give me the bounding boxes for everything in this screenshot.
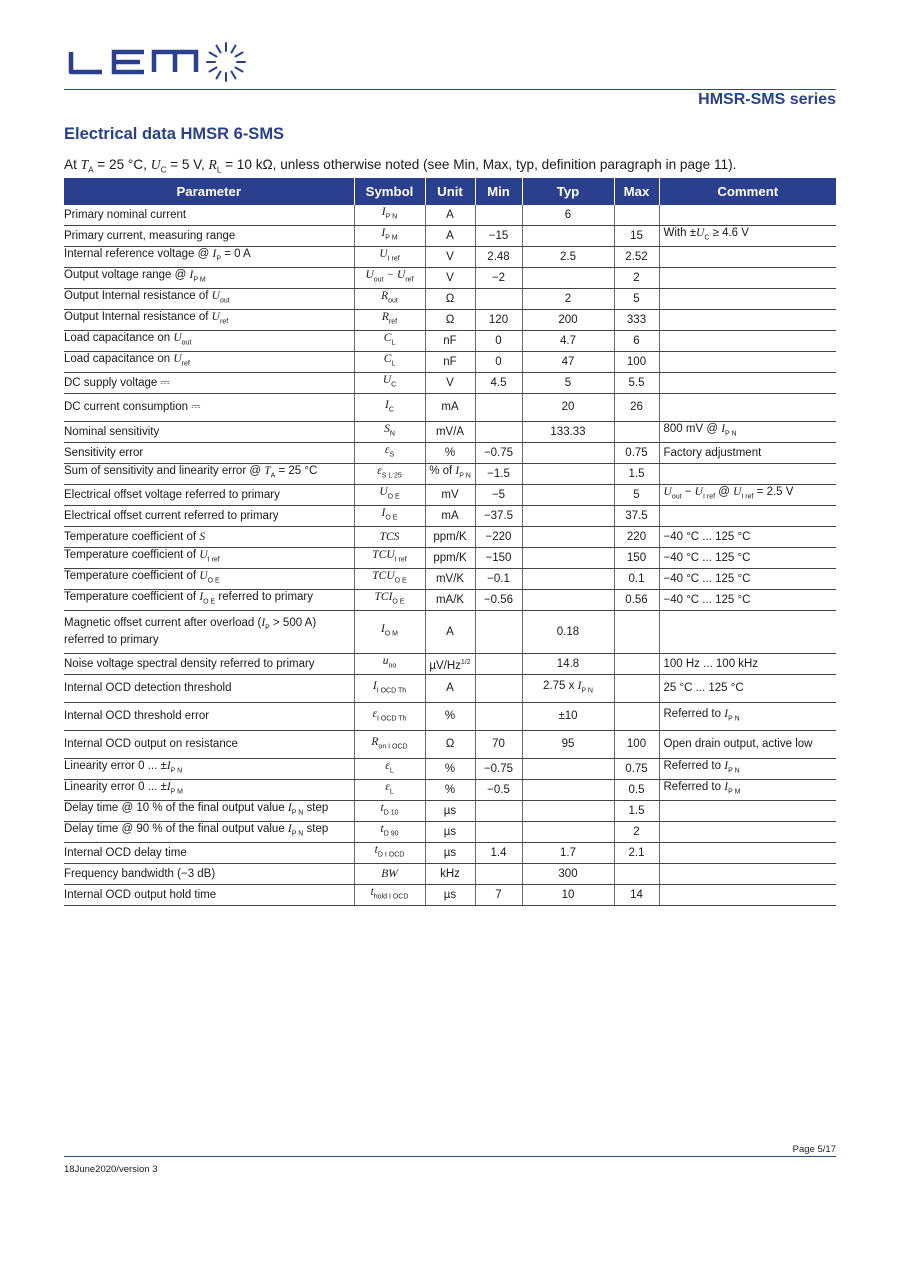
cell-typ xyxy=(522,548,614,569)
cell-min: 0 xyxy=(475,331,522,352)
cell-typ xyxy=(522,822,614,843)
cell-parameter: Temperature coefficient of $U_{I ref}$ xyxy=(64,548,354,569)
cell-parameter: Temperature coefficient of $I_{O E}$ referred to primary xyxy=(64,590,354,611)
cell-typ: 200 xyxy=(522,310,614,331)
lem-logo xyxy=(68,40,248,86)
cell-min: −2 xyxy=(475,268,522,289)
cell-symbol: $R_{on I OCD}$ xyxy=(354,731,425,759)
cell-min: 7 xyxy=(475,885,522,906)
cell-unit: A xyxy=(425,611,475,654)
cell-symbol: $C_L$ xyxy=(354,331,425,352)
cell-typ: 2 xyxy=(522,289,614,310)
cell-max xyxy=(614,654,659,675)
cell-parameter: Internal OCD delay time xyxy=(64,843,354,864)
cell-typ: 6 xyxy=(522,205,614,226)
cell-symbol: $I_{I OCD Th}$ xyxy=(354,675,425,703)
cell-max xyxy=(614,703,659,731)
cell-comment xyxy=(659,801,836,822)
cell-parameter: DC supply voltage ⎓ xyxy=(64,373,354,394)
table-row xyxy=(64,443,836,464)
cell-min xyxy=(475,801,522,822)
cell-typ: 0.18 xyxy=(522,611,614,654)
cell-unit: mA xyxy=(425,506,475,527)
cell-comment xyxy=(659,394,836,422)
cell-typ xyxy=(522,759,614,780)
cell-symbol: $U_{O E}$ xyxy=(354,485,425,506)
cell-unit: µs xyxy=(425,885,475,906)
cell-parameter: Internal reference voltage @ $I_P = 0$ A xyxy=(64,247,354,268)
cell-unit: µs xyxy=(425,822,475,843)
cell-comment: −40 °C ... 125 °C xyxy=(659,527,836,548)
table-row xyxy=(64,226,836,247)
cell-parameter: Electrical offset voltage referred to primary xyxy=(64,485,354,506)
cell-unit: ppm/K xyxy=(425,527,475,548)
cell-comment xyxy=(659,331,836,352)
cell-parameter: Internal OCD threshold error xyxy=(64,703,354,731)
cell-min: −0.56 xyxy=(475,590,522,611)
cell-comment: −40 °C ... 125 °C xyxy=(659,569,836,590)
cell-min xyxy=(475,205,522,226)
table-row xyxy=(64,527,836,548)
cell-parameter: Internal OCD output hold time xyxy=(64,885,354,906)
cell-symbol: $R_{out}$ xyxy=(354,289,425,310)
cell-min xyxy=(475,611,522,654)
table-row xyxy=(64,331,836,352)
cell-unit: µs xyxy=(425,843,475,864)
cell-symbol: $t_{D I OCD}$ xyxy=(354,843,425,864)
cell-symbol: $TCI_{O E}$ xyxy=(354,590,425,611)
cell-max xyxy=(614,611,659,654)
table-row xyxy=(64,310,836,331)
cell-max: 0.75 xyxy=(614,759,659,780)
cell-min: −220 xyxy=(475,527,522,548)
table-row xyxy=(64,422,836,443)
cell-parameter: Output Internal resistance of $U_{ref}$ xyxy=(64,310,354,331)
table-body xyxy=(64,205,836,906)
cell-max: 2.1 xyxy=(614,843,659,864)
cell-unit: % xyxy=(425,443,475,464)
cell-max xyxy=(614,675,659,703)
cell-min xyxy=(475,289,522,310)
cell-symbol: $TCU_{O E}$ xyxy=(354,569,425,590)
cell-unit: mV/K xyxy=(425,569,475,590)
cell-min xyxy=(475,654,522,675)
cell-typ: 2.75 x $I_{P N}$ xyxy=(522,675,614,703)
cell-min xyxy=(475,703,522,731)
cell-min xyxy=(475,675,522,703)
cell-typ xyxy=(522,464,614,485)
cell-unit: mV/A xyxy=(425,422,475,443)
cell-min xyxy=(475,822,522,843)
table-row xyxy=(64,464,836,485)
cell-comment xyxy=(659,247,836,268)
cell-parameter: Linearity error 0 ... $\pm I_{P N}$ xyxy=(64,759,354,780)
cell-comment: Factory adjustment xyxy=(659,443,836,464)
cell-typ: 1.7 xyxy=(522,843,614,864)
header-parameter: Parameter xyxy=(64,178,354,205)
cell-symbol: TCS xyxy=(354,527,425,548)
cell-unit: V xyxy=(425,268,475,289)
cell-max xyxy=(614,864,659,885)
cell-unit: A xyxy=(425,226,475,247)
conditions-note: At $T_A = 25$ °C, $U_C = 5$ V, $R_L = 10$ kΩ, unless otherwise noted (see Min, Max, typ, definition paragraph in page 11). xyxy=(64,157,737,175)
table-row xyxy=(64,843,836,864)
cell-typ xyxy=(522,226,614,247)
table-header-row xyxy=(64,178,836,205)
cell-min: −5 xyxy=(475,485,522,506)
cell-parameter: Load capacitance on $U_{out}$ xyxy=(64,331,354,352)
cell-max: 333 xyxy=(614,310,659,331)
cell-max: 0.1 xyxy=(614,569,659,590)
cell-min: 120 xyxy=(475,310,522,331)
cell-typ: ±10 xyxy=(522,703,614,731)
cell-parameter: Delay time @ 90 % of the final output value $I_{P N}$ step xyxy=(64,822,354,843)
cell-min: 2.48 xyxy=(475,247,522,268)
cell-min: −15 xyxy=(475,226,522,247)
cell-min: 4.5 xyxy=(475,373,522,394)
cell-symbol: BW xyxy=(354,864,425,885)
cell-max xyxy=(614,205,659,226)
table-row xyxy=(64,394,836,422)
cell-unit: $\mu V/Hz^{1/2}$ xyxy=(425,654,475,675)
cell-min xyxy=(475,864,522,885)
cell-typ xyxy=(522,443,614,464)
cell-parameter: Primary nominal current xyxy=(64,205,354,226)
cell-symbol: $I_{O E}$ xyxy=(354,506,425,527)
cell-comment xyxy=(659,268,836,289)
cell-unit: Ω xyxy=(425,310,475,331)
electrical-data-table xyxy=(64,178,836,906)
cell-typ: 133.33 xyxy=(522,422,614,443)
cell-unit: mA/K xyxy=(425,590,475,611)
cell-comment xyxy=(659,611,836,654)
header-unit: Unit xyxy=(425,178,475,205)
cell-max: 2.52 xyxy=(614,247,659,268)
table-row xyxy=(64,485,836,506)
table-row xyxy=(64,247,836,268)
cell-min: −37.5 xyxy=(475,506,522,527)
cell-parameter: Primary current, measuring range xyxy=(64,226,354,247)
cell-comment: Referred to $I_{P N}$ xyxy=(659,759,836,780)
cell-min: −0.75 xyxy=(475,443,522,464)
cell-parameter: Magnetic offset current after overload ($I_P > 500$ A) referred to primary xyxy=(64,611,354,654)
cell-symbol: $I_{P N}$ xyxy=(354,205,425,226)
cell-max: 1.5 xyxy=(614,801,659,822)
cell-typ xyxy=(522,801,614,822)
cell-max: 6 xyxy=(614,331,659,352)
cell-parameter: Frequency bandwidth (−3 dB) xyxy=(64,864,354,885)
cell-comment: 25 °C ... 125 °C xyxy=(659,675,836,703)
cell-symbol: $I_C$ xyxy=(354,394,425,422)
cell-max: 14 xyxy=(614,885,659,906)
cell-max: 5 xyxy=(614,289,659,310)
table-row xyxy=(64,780,836,801)
cell-comment: Referred to $I_{P M}$ xyxy=(659,780,836,801)
cell-symbol: $u_{no}$ xyxy=(354,654,425,675)
cell-typ xyxy=(522,268,614,289)
cell-min: −0.5 xyxy=(475,780,522,801)
cell-unit: kHz xyxy=(425,864,475,885)
table-row xyxy=(64,548,836,569)
cell-typ: 2.5 xyxy=(522,247,614,268)
cell-typ: 10 xyxy=(522,885,614,906)
cell-comment xyxy=(659,506,836,527)
cell-max: 5 xyxy=(614,485,659,506)
header-typ: Typ xyxy=(522,178,614,205)
cell-unit: nF xyxy=(425,352,475,373)
cell-unit: nF xyxy=(425,331,475,352)
cell-unit: % xyxy=(425,780,475,801)
cell-min: −1.5 xyxy=(475,464,522,485)
table-row xyxy=(64,822,836,843)
table-row xyxy=(64,569,836,590)
cell-max: 26 xyxy=(614,394,659,422)
cell-symbol: $U_{I ref}$ xyxy=(354,247,425,268)
cell-symbol: $I_{O M}$ xyxy=(354,611,425,654)
cell-typ: 14.8 xyxy=(522,654,614,675)
cell-typ: 95 xyxy=(522,731,614,759)
cell-comment xyxy=(659,885,836,906)
page-title: Electrical data HMSR 6-SMS xyxy=(64,125,285,143)
cell-unit: µs xyxy=(425,801,475,822)
cell-parameter: Internal OCD detection threshold xyxy=(64,675,354,703)
cell-max: 15 xyxy=(614,226,659,247)
cell-symbol: $\varepsilon_S$ xyxy=(354,443,425,464)
cell-typ: 5 xyxy=(522,373,614,394)
cell-comment xyxy=(659,352,836,373)
cell-comment xyxy=(659,822,836,843)
cell-comment xyxy=(659,205,836,226)
header-min: Min xyxy=(475,178,522,205)
cell-max: 0.75 xyxy=(614,443,659,464)
cell-unit: mV xyxy=(425,485,475,506)
cell-comment: $U_{out} - U_{I ref}$ @ $U_{I ref} = 2.5$ V xyxy=(659,485,836,506)
cell-max: 100 xyxy=(614,352,659,373)
cell-symbol: $C_L$ xyxy=(354,352,425,373)
cell-unit: % xyxy=(425,759,475,780)
page-number: Page 5/17 xyxy=(792,1144,836,1155)
cell-comment: With $\pm U_C \ge 4.6$ V xyxy=(659,226,836,247)
cell-min: −0.1 xyxy=(475,569,522,590)
cell-parameter: Electrical offset current referred to primary xyxy=(64,506,354,527)
cell-unit: ppm/K xyxy=(425,548,475,569)
table-row xyxy=(64,590,836,611)
cell-typ: 20 xyxy=(522,394,614,422)
cell-unit: A xyxy=(425,205,475,226)
cell-symbol: $t_{D 10}$ xyxy=(354,801,425,822)
cell-symbol: $I_{P M}$ xyxy=(354,226,425,247)
cell-typ xyxy=(522,527,614,548)
cell-unit: % xyxy=(425,703,475,731)
cell-comment xyxy=(659,843,836,864)
cell-typ xyxy=(522,506,614,527)
header-comment: Comment xyxy=(659,178,836,205)
cell-typ: 300 xyxy=(522,864,614,885)
cell-comment xyxy=(659,464,836,485)
cell-min xyxy=(475,394,522,422)
cell-parameter: Output Internal resistance of $U_{out}$ xyxy=(64,289,354,310)
cell-unit: mA xyxy=(425,394,475,422)
table-row xyxy=(64,801,836,822)
cell-max xyxy=(614,422,659,443)
cell-min: 70 xyxy=(475,731,522,759)
cell-max: 2 xyxy=(614,822,659,843)
cell-symbol: $\varepsilon_{S L 25}$ xyxy=(354,464,425,485)
table-row xyxy=(64,506,836,527)
cell-parameter: Internal OCD output on resistance xyxy=(64,731,354,759)
cell-unit: V xyxy=(425,247,475,268)
table-row xyxy=(64,373,836,394)
footer-rule xyxy=(64,1156,836,1157)
cell-typ xyxy=(522,590,614,611)
table-row xyxy=(64,731,836,759)
cell-typ: 47 xyxy=(522,352,614,373)
cell-max: 100 xyxy=(614,731,659,759)
document-version: 18June2020/version 3 xyxy=(64,1164,158,1175)
cell-unit: A xyxy=(425,675,475,703)
cell-comment: 100 Hz ... 100 kHz xyxy=(659,654,836,675)
series-title: HMSR-SMS series xyxy=(698,91,836,108)
cell-parameter: Sum of sensitivity and linearity error @ $T_A = 25$ °C xyxy=(64,464,354,485)
cell-parameter: Temperature coefficient of $U_{O E}$ xyxy=(64,569,354,590)
cell-unit: Ω xyxy=(425,731,475,759)
cell-unit: V xyxy=(425,373,475,394)
cell-comment xyxy=(659,864,836,885)
cell-max: 5.5 xyxy=(614,373,659,394)
table-row xyxy=(64,703,836,731)
cell-max: 1.5 xyxy=(614,464,659,485)
cell-parameter: Nominal sensitivity xyxy=(64,422,354,443)
cell-symbol: $U_{out} - U_{ref}$ xyxy=(354,268,425,289)
table-row xyxy=(64,268,836,289)
header-symbol: Symbol xyxy=(354,178,425,205)
cell-parameter: Sensitivity error xyxy=(64,443,354,464)
cell-symbol: $\varepsilon_{I OCD Th}$ xyxy=(354,703,425,731)
cell-comment: Open drain output, active low xyxy=(659,731,836,759)
cell-symbol: $S_N$ xyxy=(354,422,425,443)
table-row xyxy=(64,611,836,654)
cell-symbol: $TCU_{I ref}$ xyxy=(354,548,425,569)
cell-min xyxy=(475,422,522,443)
cell-min: 0 xyxy=(475,352,522,373)
table-row xyxy=(64,759,836,780)
table-row xyxy=(64,864,836,885)
table-row xyxy=(64,654,836,675)
cell-typ xyxy=(522,485,614,506)
cell-typ xyxy=(522,780,614,801)
cell-parameter: Noise voltage spectral density referred to primary xyxy=(64,654,354,675)
cell-parameter: Delay time @ 10 % of the final output value $I_{P N}$ step xyxy=(64,801,354,822)
table-row xyxy=(64,289,836,310)
cell-symbol: $\varepsilon_L$ xyxy=(354,780,425,801)
cell-comment: −40 °C ... 125 °C xyxy=(659,548,836,569)
cell-comment: Referred to $I_{P N}$ xyxy=(659,703,836,731)
cell-parameter: Load capacitance on $U_{ref}$ xyxy=(64,352,354,373)
cell-max: 0.56 xyxy=(614,590,659,611)
cell-comment: 800 mV @ $I_{P N}$ xyxy=(659,422,836,443)
cell-min: −150 xyxy=(475,548,522,569)
cell-symbol: $U_C$ xyxy=(354,373,425,394)
cell-symbol: $t_{hold I OCD}$ xyxy=(354,885,425,906)
cell-unit: % of $I_{P N}$ xyxy=(425,464,475,485)
cell-min: 1.4 xyxy=(475,843,522,864)
cell-comment xyxy=(659,373,836,394)
cell-min: −0.75 xyxy=(475,759,522,780)
cell-max: 0.5 xyxy=(614,780,659,801)
header-max: Max xyxy=(614,178,659,205)
cell-typ: 4.7 xyxy=(522,331,614,352)
header-rule xyxy=(64,89,836,90)
cell-comment xyxy=(659,289,836,310)
table-row xyxy=(64,352,836,373)
cell-max: 2 xyxy=(614,268,659,289)
cell-parameter: Linearity error 0 ... $\pm I_{P M}$ xyxy=(64,780,354,801)
cell-parameter: DC current consumption ⎓ xyxy=(64,394,354,422)
cell-max: 220 xyxy=(614,527,659,548)
cell-symbol: $\varepsilon_L$ xyxy=(354,759,425,780)
cell-unit: Ω xyxy=(425,289,475,310)
cell-parameter: Temperature coefficient of S xyxy=(64,527,354,548)
table-row xyxy=(64,885,836,906)
cell-parameter: Output voltage range @ $I_{P M}$ xyxy=(64,268,354,289)
table-row xyxy=(64,675,836,703)
cell-comment xyxy=(659,310,836,331)
cell-typ xyxy=(522,569,614,590)
cell-max: 37.5 xyxy=(614,506,659,527)
cell-symbol: $R_{ref}$ xyxy=(354,310,425,331)
cell-comment: −40 °C ... 125 °C xyxy=(659,590,836,611)
cell-max: 150 xyxy=(614,548,659,569)
table-row xyxy=(64,205,836,226)
cell-symbol: $t_{D 90}$ xyxy=(354,822,425,843)
